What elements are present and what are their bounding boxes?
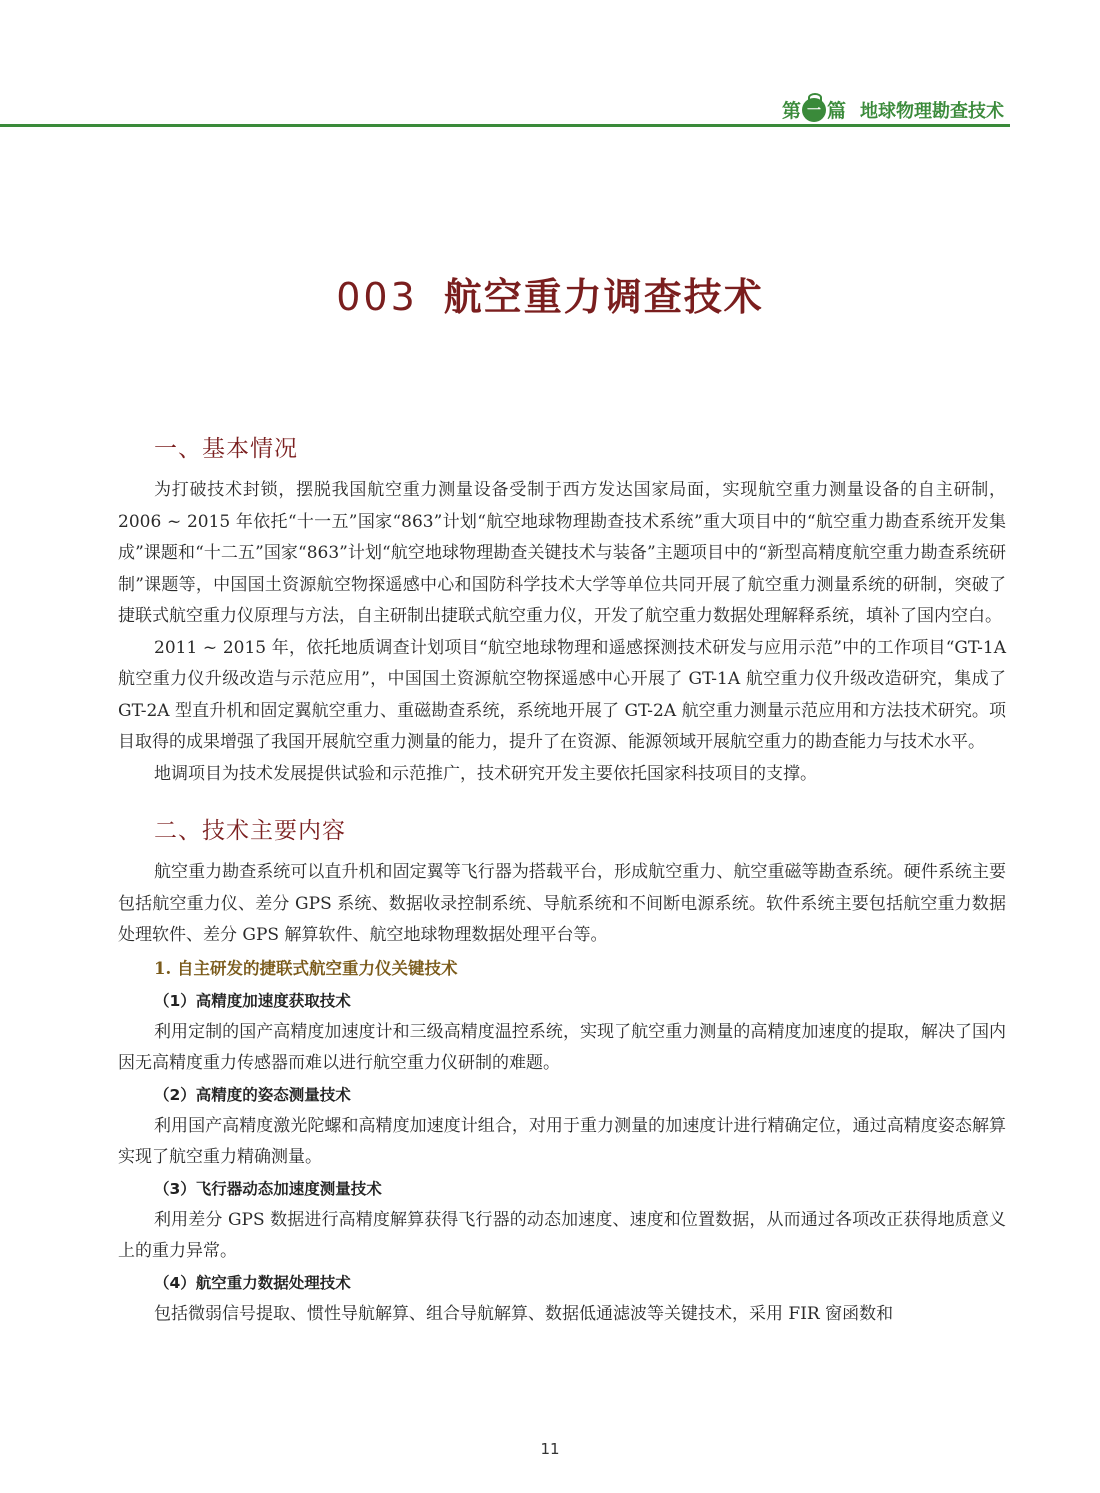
item-heading: （3）飞行器动态加速度测量技术: [154, 1179, 382, 1198]
chapter-number: 003: [336, 275, 418, 319]
item-heading: （4）航空重力数据处理技术: [154, 1273, 351, 1292]
part-label: [782, 96, 846, 123]
paragraph: 地调项目为技术发展提供试验和示范推广，技术研究开发主要依托国家科技项目的支撑。: [154, 763, 817, 784]
paragraph: 利用定制的国产高精度加速度计和三级高精度温控系统，实现了航空重力测量的高精度加速度的提取，解决了国内因无高精度重力传感器而难以进行航空重力仪研制的难题。: [118, 1021, 1006, 1073]
paragraph: 航空重力勘查系统可以直升机和固定翼等飞行器为搭载平台，形成航空重力、航空重磁等勘查系统。硬件系统主要包括航空重力仪、差分 GPS 系统、数据收录控制系统、导航系统和不间断电源系统。软件系统主要包括航空重力数据处理软件、差分 GPS 解算软件、航空地球物理数据处理平台等。: [118, 862, 1006, 945]
part-prefix: 第: [781, 100, 801, 122]
page-body: [118, 430, 1006, 1330]
paragraph: 利用差分 GPS 数据进行高精度解算获得飞行器的动态加速度、速度和位置数据，从而通过各项改正获得地质意义上的重力异常。: [118, 1209, 1006, 1261]
part-suffix: 篇: [826, 100, 846, 122]
section-heading-basic: 一、基本情况: [154, 436, 298, 462]
item-heading: （1）高精度加速度获取技术: [154, 991, 351, 1010]
paragraph: 包括微弱信号提取、惯性导航解算、组合导航解算、数据低通滤波等关键技术，采用 FIR 窗函数和: [154, 1303, 894, 1324]
paragraph: 2011 ~ 2015 年，依托地质调查计划项目“航空地球物理和遥感探测技术研发与应用示范”中的工作项目“GT-1A 航空重力仪升级改造与示范应用”，中国国土资源航空物探遥感中心开展了 GT-1A 航空重力仪升级改造研究，集成了 GT-2A 型直升机和固定翼航空重力、重磁勘查系统，系统地开展了 GT-2A 航空重力测量示范应用和方法技术研究。项目取得的成果增强了我国开展航空重力测量的能力，提升了在资源、能源领域开展航空重力的勘查能力与技术水平。: [118, 637, 1006, 752]
running-header: [782, 96, 1004, 123]
section-heading-content: 二、技术主要内容: [154, 818, 346, 844]
subsection-heading: 1. 自主研发的捷联式航空重力仪关键技术: [154, 958, 458, 978]
page-number: 11: [540, 1440, 560, 1458]
chapter-title-text: 航空重力调查技术: [443, 275, 764, 319]
chapter-title: [0, 266, 1100, 321]
part-number: 一: [806, 102, 821, 119]
paragraph: 为打破技术封锁，摆脱我国航空重力测量设备受制于西方发达国家局面，实现航空重力测量设备的自主研制，2006 ~ 2015 年依托“十一五”国家“863”计划“航空地球物理勘查技术系统”重大项目中的“航空重力勘查系统开发集成”课题和“十二五”国家“863”计划“航空地球物理勘查关键技术与装备”主题项目中的“新型高精度航空重力勘查系统研制”课题等，中国国土资源航空物探遥感中心和国防科学技术大学等单位共同开展了航空重力测量系统的研制，突破了捷联式航空重力仪原理与方法，自主研制出捷联式航空重力仪，开发了航空重力数据处理解释系统，填补了国内空白。: [118, 480, 1006, 626]
part-number-badge-icon: [802, 98, 826, 122]
header-divider: [0, 124, 1010, 127]
paragraph: 利用国产高精度激光陀螺和高精度加速度计组合，对用于重力测量的加速度计进行精确定位，通过高精度姿态解算实现了航空重力精确测量。: [118, 1115, 1006, 1167]
item-heading: （2）高精度的姿态测量技术: [154, 1085, 351, 1104]
running-header-section-name: 地球物理勘查技术: [860, 100, 1004, 122]
